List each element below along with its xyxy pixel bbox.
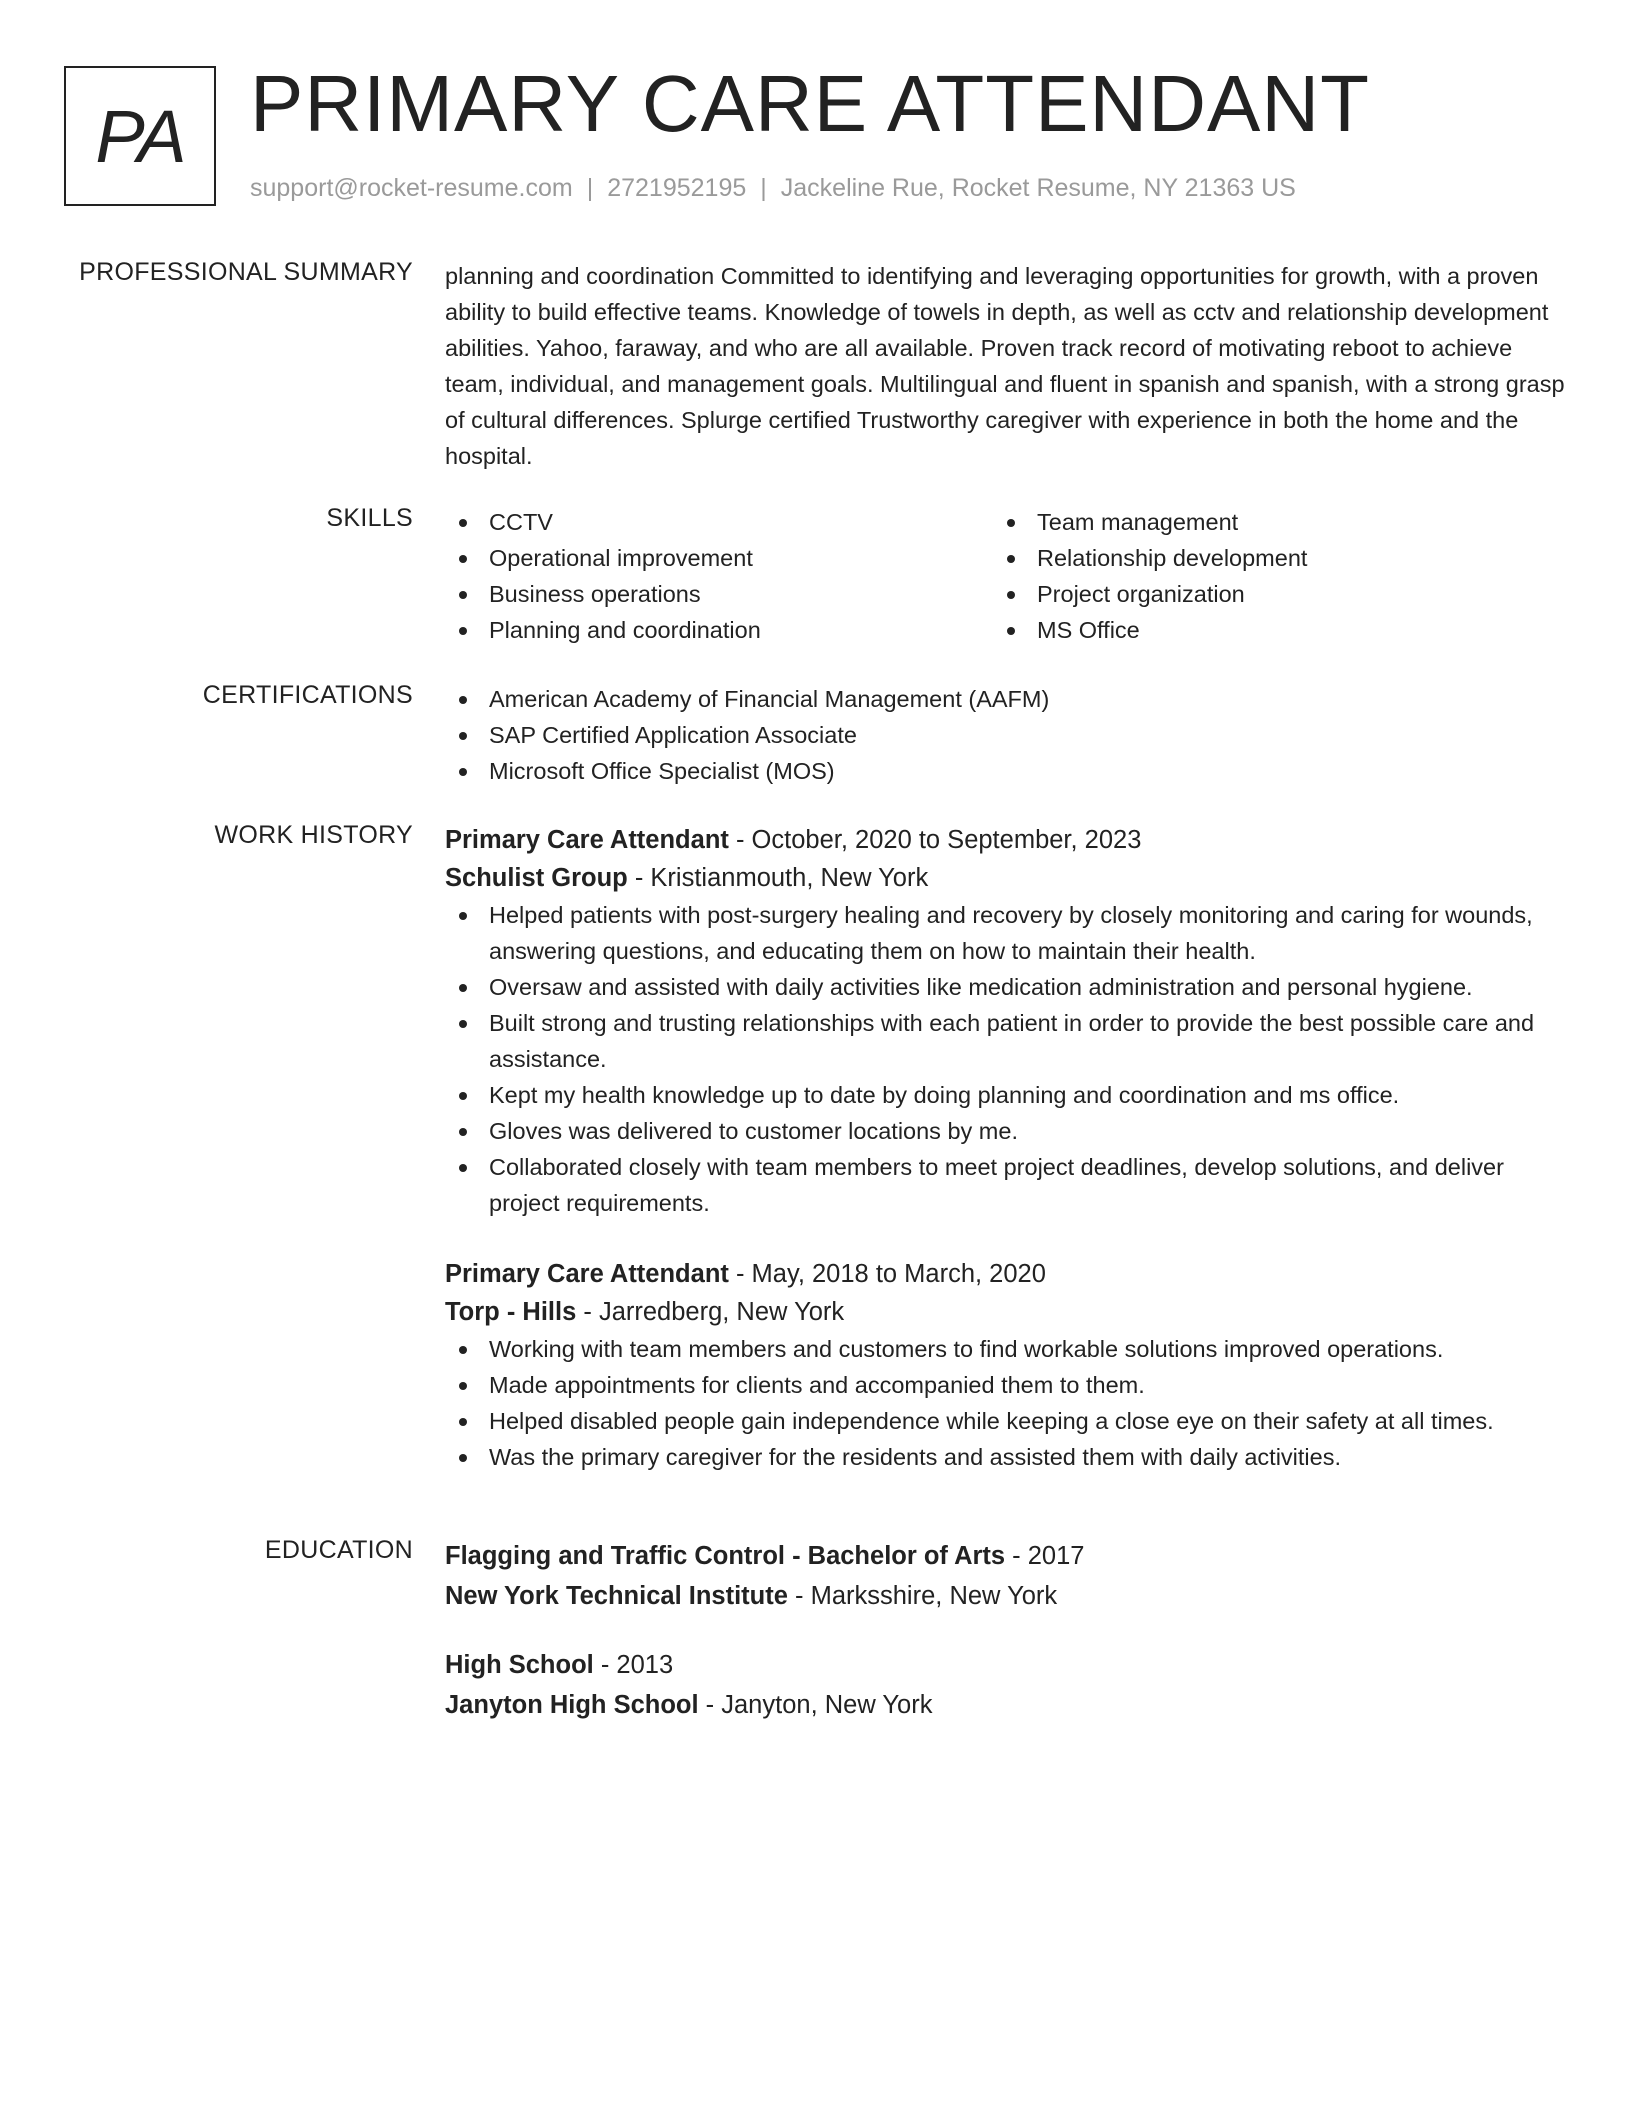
skill-item: Operational improvement xyxy=(445,540,993,576)
education-school: Janyton High School xyxy=(445,1691,699,1719)
job-bullet: Gloves was delivered to customer locations by me. xyxy=(445,1113,1565,1149)
education-entry xyxy=(445,1536,1565,1616)
job-bullet: Was the primary caregiver for the residents and assisted them with daily activities. xyxy=(445,1439,1565,1475)
job-bullet: Kept my health knowledge up to date by doing planning and coordination and ms office. xyxy=(445,1077,1565,1113)
contact-phone: 2721952195 xyxy=(607,174,747,202)
job-company: Torp - Hills xyxy=(445,1298,577,1326)
education-year: - 2017 xyxy=(1005,1542,1085,1570)
job-company: Schulist Group xyxy=(445,864,628,892)
job-entry xyxy=(445,1255,1565,1475)
skill-item: Planning and coordination xyxy=(445,612,993,648)
education-degree-line xyxy=(445,1536,1565,1576)
contact-email: support@rocket-resume.com xyxy=(250,174,573,202)
job-bullet: Helped disabled people gain independence while keeping a close eye on their safety at all times. xyxy=(445,1403,1565,1439)
job-bullet: Built strong and trusting relationships with each patient in order to provide the best possible care and assistance. xyxy=(445,1005,1565,1077)
certifications-body xyxy=(445,681,1565,789)
skills-list-right xyxy=(993,504,1541,648)
education-location: - Janyton, New York xyxy=(698,1691,933,1719)
work-heading: WORK HISTORY xyxy=(214,821,413,849)
education-school: New York Technical Institute xyxy=(445,1582,788,1610)
work-body xyxy=(445,821,1565,1475)
monogram-initials: PA xyxy=(95,94,185,178)
education-degree-line xyxy=(445,1645,1565,1685)
job-dates: - October, 2020 to September, 2023 xyxy=(728,826,1142,854)
certification-item: SAP Certified Application Associate xyxy=(445,717,1565,753)
job-title: Primary Care Attendant xyxy=(445,1260,729,1288)
monogram-box xyxy=(64,66,216,206)
job-bullet: Oversaw and assisted with daily activities like medication administration and personal hygiene. xyxy=(445,969,1565,1005)
education-location: - Marksshire, New York xyxy=(787,1582,1058,1610)
summary-heading: PROFESSIONAL SUMMARY xyxy=(79,258,413,286)
job-company-line xyxy=(445,1293,1565,1331)
education-school-line xyxy=(445,1576,1565,1616)
job-entry xyxy=(445,821,1565,1221)
job-title-line xyxy=(445,821,1565,859)
skill-item: Team management xyxy=(993,504,1541,540)
job-bullet: Made appointments for clients and accompanied them to them. xyxy=(445,1367,1565,1403)
education-degree: Flagging and Traffic Control - Bachelor of Arts xyxy=(445,1542,1006,1570)
skills-grid xyxy=(445,504,1565,648)
job-bullets xyxy=(445,1331,1565,1475)
education-school-line xyxy=(445,1685,1565,1725)
summary-text: planning and coordination Committed to identifying and leveraging opportunities for growth, with a proven ability to build effective teams. Knowledge of towels in depth, as well as cctv and relationship development abilities. Yahoo, faraway, and who are all available. Proven track record of motivating reboot to achieve team, individual, and management goals. Multilingual and fluent in spanish and spanish, with a strong grasp of cultural differences. Splurge certified Trustworthy caregiver with experience in both the home and the hospital. xyxy=(445,263,1565,469)
job-bullet: Working with team members and customers to find workable solutions improved operations. xyxy=(445,1331,1565,1367)
certifications-heading: CERTIFICATIONS xyxy=(202,681,413,709)
education-entry xyxy=(445,1645,1565,1725)
certifications-list xyxy=(445,681,1565,789)
skill-item: Relationship development xyxy=(993,540,1541,576)
skills-body xyxy=(445,504,1565,648)
education-year: - 2013 xyxy=(593,1651,674,1679)
skill-item: Business operations xyxy=(445,576,993,612)
skills-heading: SKILLS xyxy=(326,504,413,532)
job-title-line xyxy=(445,1255,1565,1293)
job-company-line xyxy=(445,859,1565,897)
skill-item: MS Office xyxy=(993,612,1541,648)
skill-item: CCTV xyxy=(445,504,993,540)
certification-item: Microsoft Office Specialist (MOS) xyxy=(445,753,1565,789)
job-location: - Kristianmouth, New York xyxy=(627,864,929,892)
job-location: - Jarredberg, New York xyxy=(576,1298,845,1326)
summary-body xyxy=(445,258,1565,474)
contact-line xyxy=(250,174,1296,203)
education-heading: EDUCATION xyxy=(264,1536,413,1564)
contact-separator: | xyxy=(760,174,767,202)
contact-address: Jackeline Rue, Rocket Resume, NY 21363 US xyxy=(780,174,1296,202)
job-bullet: Collaborated closely with team members to meet project deadlines, develop solutions, and deliver project requirements. xyxy=(445,1149,1565,1221)
certification-item: American Academy of Financial Management (AAFM) xyxy=(445,681,1565,717)
job-bullets xyxy=(445,897,1565,1221)
education-degree: High School xyxy=(445,1651,594,1679)
skill-item: Project organization xyxy=(993,576,1541,612)
education-body xyxy=(445,1536,1565,1725)
job-title: Primary Care Attendant xyxy=(445,826,729,854)
resume-name: PRIMARY CARE ATTENDANT xyxy=(250,59,1370,148)
skills-list-left xyxy=(445,504,993,648)
job-bullet: Helped patients with post-surgery healing and recovery by closely monitoring and caring for wounds, answering questions, and educating them on how to maintain their health. xyxy=(445,897,1565,969)
job-dates: - May, 2018 to March, 2020 xyxy=(728,1260,1046,1288)
contact-separator: | xyxy=(586,174,594,202)
